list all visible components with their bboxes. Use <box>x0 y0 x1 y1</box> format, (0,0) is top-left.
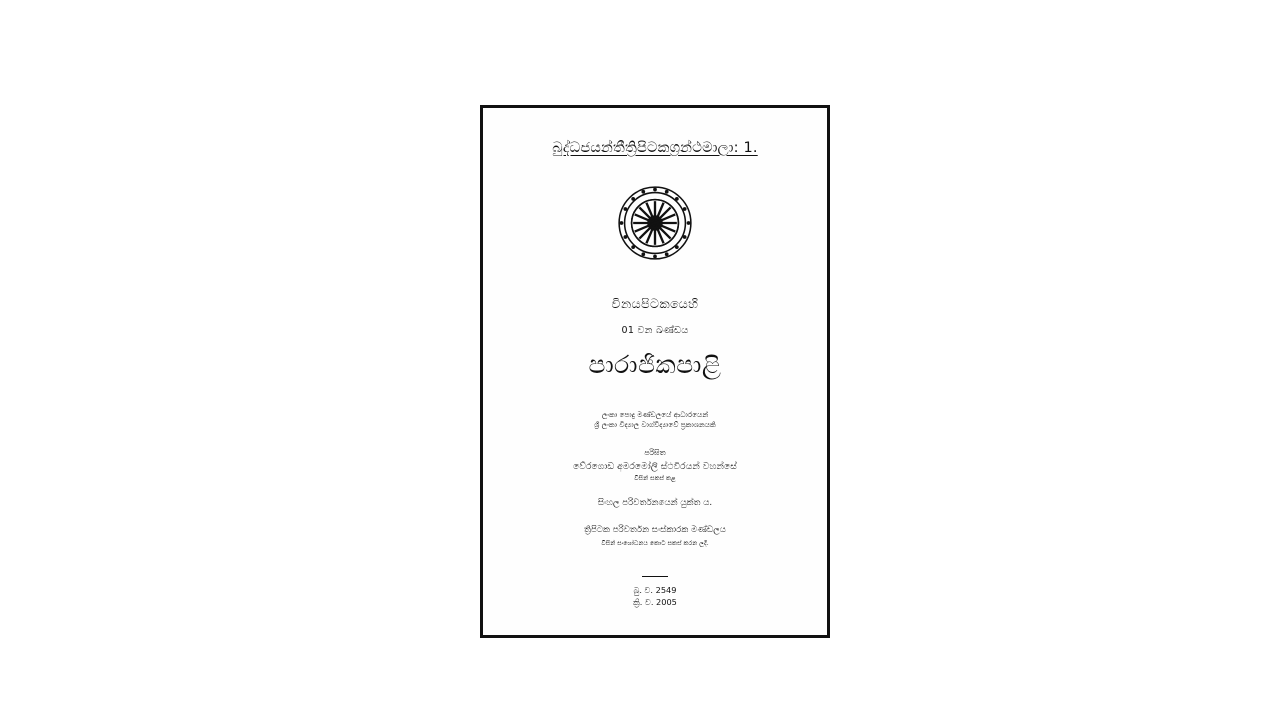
page-title: පාරාජිකපාළි <box>588 350 722 379</box>
translation-note: සිංහල පරිවර්තනයෙන් යුක්ත ය. <box>597 498 713 509</box>
patronage-line-2: ශ්‍රී ලංකා විද්‍යාල වාග්විද්‍යාවේ ප්‍රකාශනයකි <box>594 420 716 430</box>
editor-name: වේරගොඩ අමරමෝලි ස්ථවිරයන් වහන්සේ <box>573 461 737 473</box>
basket-title: විනයපිටකයෙහි <box>611 296 699 311</box>
patronage-block <box>594 410 716 431</box>
dharma-wheel-icon <box>616 184 694 262</box>
editor-sub: විසින් සකස් කළ <box>634 475 676 483</box>
common-era-date: ක්‍රි. ව. 2005 <box>633 597 677 608</box>
publication-dates <box>633 585 677 609</box>
scanned-title-page <box>480 105 830 638</box>
divider <box>642 576 668 577</box>
part-number: 01 වන ඛණ්ඩය <box>621 325 689 336</box>
editorial-board-sub: විසින් සංශෝධනය කොට සකස් කරන ලදී. <box>601 540 709 548</box>
buddhist-era-date: බු. ව. 2549 <box>633 585 677 596</box>
editor-block <box>573 447 737 483</box>
series-heading: බුද්ධජයන්තීත්‍රිපිටකග්‍රන්ථමාලා: 1. <box>552 140 758 156</box>
page-content <box>483 108 827 635</box>
editor-label: පරිඝිත <box>644 447 666 457</box>
editorial-board-block <box>584 524 726 548</box>
patronage-line-1: ලංකා පොදු මණ්ඩලයේ ආධාරයෙන් <box>601 410 709 419</box>
editorial-board-name: ත්‍රිපිටක පරිවර්තන සංස්කාරක මණ්ඩලය <box>584 525 726 536</box>
